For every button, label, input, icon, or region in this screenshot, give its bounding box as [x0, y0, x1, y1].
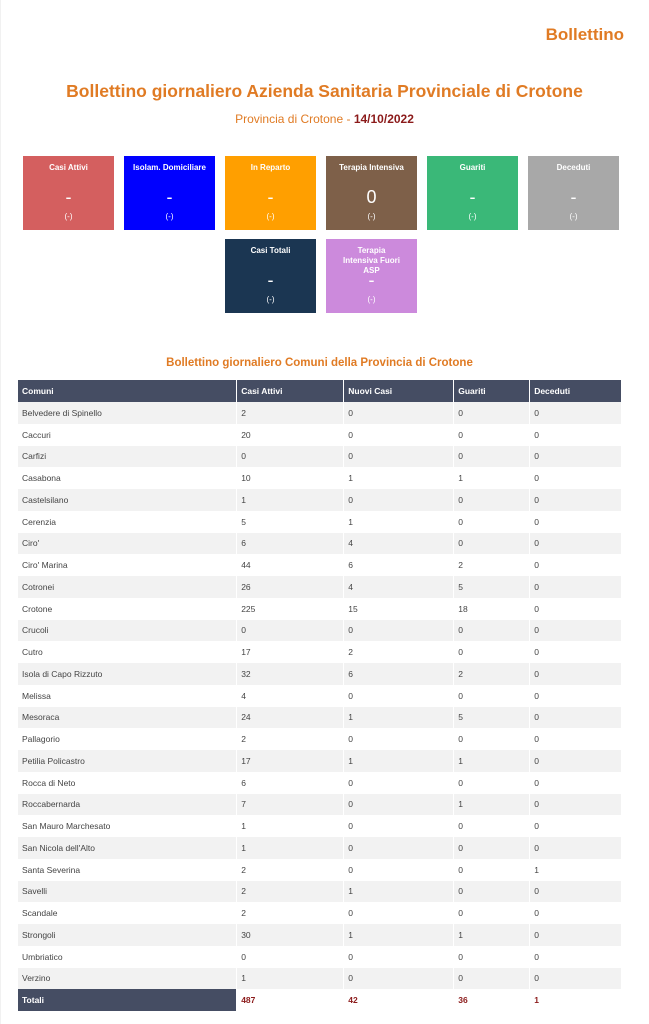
table-cell: 0 — [530, 424, 621, 446]
table-cell: 0 — [530, 554, 621, 576]
comuni-table — [17, 380, 622, 1011]
table-cell: 0 — [344, 946, 453, 968]
total-cell: 487 — [237, 989, 343, 1011]
table-cell: 0 — [530, 707, 621, 729]
table-row — [18, 968, 621, 990]
table-cell: 0 — [530, 685, 621, 707]
totals-row — [18, 989, 621, 1011]
comune-name-cell: Cutro — [18, 641, 236, 663]
table-cell: 2 — [454, 554, 529, 576]
table-cell: 0 — [454, 859, 529, 881]
table-cell: 0 — [344, 772, 453, 794]
page-subtitle — [0, 112, 649, 126]
table-row — [18, 815, 621, 837]
table-cell: 0 — [530, 620, 621, 642]
table-cell: 0 — [530, 837, 621, 859]
table-row — [18, 794, 621, 816]
tile-value: - — [469, 187, 476, 207]
table-cell: 6 — [237, 772, 343, 794]
comune-name-cell: Isola di Capo Rizzuto — [18, 663, 236, 685]
table-cell: 0 — [530, 641, 621, 663]
table-cell: 0 — [530, 750, 621, 772]
tile-delta: (-) — [367, 295, 376, 304]
table-cell: 0 — [344, 402, 453, 424]
table-cell: 0 — [344, 794, 453, 816]
table-cell: 1 — [344, 511, 453, 533]
page-title: Bollettino giornaliero Azienda Sanitaria Provinciale di Crotone — [66, 81, 583, 101]
table-cell: 0 — [530, 881, 621, 903]
table-cell: 0 — [530, 489, 621, 511]
table-cell: 0 — [530, 511, 621, 533]
comune-name-cell: Crotone — [18, 598, 236, 620]
tile-value: - — [267, 270, 274, 290]
tile-label: Deceduti — [556, 163, 591, 172]
table-cell: 4 — [237, 685, 343, 707]
tile-isolamento-domiciliare — [124, 156, 215, 230]
table-row — [18, 511, 621, 533]
tile-label: In Reparto — [250, 163, 291, 172]
table-cell: 2 — [454, 663, 529, 685]
comune-name-cell: San Mauro Marchesato — [18, 815, 236, 837]
table-cell: 1 — [454, 467, 529, 489]
table-cell: 0 — [454, 489, 529, 511]
table-body — [18, 402, 621, 1011]
table-cell: 0 — [530, 576, 621, 598]
table-row — [18, 424, 621, 446]
table-cell: 0 — [454, 402, 529, 424]
tile-value: 0 — [366, 187, 377, 207]
comune-name-cell: Cotronei — [18, 576, 236, 598]
table-row — [18, 924, 621, 946]
comune-name-cell: Petilia Policastro — [18, 750, 236, 772]
table-cell: 0 — [454, 946, 529, 968]
comune-name-cell: Caccuri — [18, 424, 236, 446]
table-row — [18, 685, 621, 707]
table-cell: 0 — [344, 902, 453, 924]
table-row — [18, 707, 621, 729]
tile-casi-totali — [225, 239, 316, 313]
comune-name-cell: Carfizi — [18, 446, 236, 468]
table-row — [18, 576, 621, 598]
table-cell: 1 — [344, 924, 453, 946]
tile-delta: (-) — [165, 212, 174, 221]
table-cell: 2 — [237, 402, 343, 424]
tile-delta: (-) — [468, 212, 477, 221]
table-cell: 0 — [237, 446, 343, 468]
tile-value: - — [368, 270, 375, 290]
tile-value: - — [267, 187, 274, 207]
table-cell: 0 — [454, 511, 529, 533]
table-cell: 1 — [530, 859, 621, 881]
table-cell: 0 — [530, 794, 621, 816]
table-cell: 0 — [454, 424, 529, 446]
table-cell: 4 — [344, 576, 453, 598]
table-cell: 6 — [237, 533, 343, 555]
tile-value: - — [166, 187, 173, 207]
comune-name-cell: Melissa — [18, 685, 236, 707]
table-cell: 0 — [237, 620, 343, 642]
table-cell: 1 — [454, 750, 529, 772]
tile-delta: (-) — [266, 212, 275, 221]
totals-label: Totali — [18, 989, 236, 1011]
tile-delta: (-) — [64, 212, 73, 221]
table-cell: 0 — [454, 620, 529, 642]
table-cell: 0 — [454, 968, 529, 990]
tile-deceduti — [528, 156, 619, 230]
table-cell: 0 — [454, 446, 529, 468]
comune-name-cell: San Nicola dell'Alto — [18, 837, 236, 859]
table-cell: 0 — [344, 620, 453, 642]
comune-name-cell: Verzino — [18, 968, 236, 990]
comune-name-cell: Santa Severina — [18, 859, 236, 881]
table-cell: 1 — [237, 489, 343, 511]
table-cell: 0 — [530, 815, 621, 837]
table-cell: 2 — [237, 902, 343, 924]
table-cell: 5 — [237, 511, 343, 533]
table-cell: 0 — [454, 815, 529, 837]
comune-name-cell: Rocca di Neto — [18, 772, 236, 794]
table-cell: 0 — [454, 533, 529, 555]
table-cell: 6 — [344, 663, 453, 685]
table-cell: 10 — [237, 467, 343, 489]
table-cell: 0 — [344, 424, 453, 446]
comune-name-cell: Scandale — [18, 902, 236, 924]
table-cell: 2 — [237, 859, 343, 881]
table-cell: 0 — [344, 685, 453, 707]
table-cell: 0 — [454, 881, 529, 903]
tile-label: Casi Totali — [250, 246, 291, 255]
table-cell: 0 — [344, 815, 453, 837]
table-cell: 17 — [237, 750, 343, 772]
table-cell: 0 — [530, 533, 621, 555]
comune-name-cell: Savelli — [18, 881, 236, 903]
comune-name-cell: Mesoraca — [18, 707, 236, 729]
table-cell: 0 — [530, 902, 621, 924]
table-cell: 6 — [344, 554, 453, 576]
table-row — [18, 772, 621, 794]
table-cell: 26 — [237, 576, 343, 598]
comune-name-cell: Pallagorio — [18, 728, 236, 750]
table-row — [18, 533, 621, 555]
table-row — [18, 641, 621, 663]
total-cell: 1 — [530, 989, 621, 1011]
table-row — [18, 620, 621, 642]
table-cell: 0 — [344, 837, 453, 859]
table-cell: 0 — [530, 924, 621, 946]
table-cell: 0 — [454, 902, 529, 924]
table-cell: 0 — [237, 946, 343, 968]
table-row — [18, 598, 621, 620]
tile-delta: (-) — [266, 295, 275, 304]
table-cell: 0 — [454, 837, 529, 859]
table-cell: 1 — [344, 467, 453, 489]
tile-delta: (-) — [569, 212, 578, 221]
table-cell: 20 — [237, 424, 343, 446]
column-header: Nuovi Casi — [344, 380, 453, 402]
table-cell: 5 — [454, 576, 529, 598]
table-cell: 15 — [344, 598, 453, 620]
table-cell: 0 — [530, 598, 621, 620]
tile-terapia-intensiva — [326, 156, 417, 230]
report-date: 14/10/2022 — [353, 112, 414, 126]
table-cell: 0 — [454, 685, 529, 707]
table-cell: 0 — [454, 728, 529, 750]
table-cell: 0 — [530, 402, 621, 424]
tile-delta: (-) — [367, 212, 376, 221]
tile-label: Guariti — [459, 163, 486, 172]
comune-name-cell: Crucoli — [18, 620, 236, 642]
table-row — [18, 663, 621, 685]
table-row — [18, 750, 621, 772]
table-row — [18, 728, 621, 750]
table-row — [18, 446, 621, 468]
table-cell: 0 — [530, 772, 621, 794]
column-header: Comuni — [18, 380, 236, 402]
comune-name-cell: Castelsilano — [18, 489, 236, 511]
total-cell: 42 — [344, 989, 453, 1011]
tile-label: Isolam. Domiciliare — [133, 163, 206, 172]
tile-label: Terapia Intensiva — [339, 163, 404, 172]
page-left-border — [0, 0, 1, 1024]
table-cell: 0 — [530, 467, 621, 489]
table-cell: 0 — [530, 446, 621, 468]
comune-name-cell: Ciro' — [18, 533, 236, 555]
table-cell: 0 — [454, 641, 529, 663]
table-cell: 1 — [454, 794, 529, 816]
table-cell: 2 — [237, 881, 343, 903]
tile-label: Casi Attivi — [49, 163, 88, 172]
table-row — [18, 837, 621, 859]
comune-name-cell: Roccabernarda — [18, 794, 236, 816]
column-header: Casi Attivi — [237, 380, 343, 402]
table-row — [18, 467, 621, 489]
table-cell: 30 — [237, 924, 343, 946]
table-cell: 225 — [237, 598, 343, 620]
tile-in-reparto — [225, 156, 316, 230]
table-cell: 0 — [344, 446, 453, 468]
section-title: Bollettino giornaliero Comuni della Provincia di Crotone — [166, 357, 473, 369]
table-cell: 32 — [237, 663, 343, 685]
table-cell: 5 — [454, 707, 529, 729]
table-cell: 0 — [454, 772, 529, 794]
table-cell: 0 — [530, 946, 621, 968]
table-cell: 1 — [237, 968, 343, 990]
table-cell: 18 — [454, 598, 529, 620]
tile-guariti — [427, 156, 518, 230]
table-cell: 24 — [237, 707, 343, 729]
comune-name-cell: Strongoli — [18, 924, 236, 946]
table-cell: 1 — [344, 750, 453, 772]
column-header: Deceduti — [530, 380, 621, 402]
tile-value: - — [570, 187, 577, 207]
province-label: Provincia di Crotone - — [235, 112, 351, 126]
table-cell: 1 — [344, 707, 453, 729]
table-row — [18, 902, 621, 924]
table-cell: 0 — [344, 859, 453, 881]
table-cell: 4 — [344, 533, 453, 555]
table-cell: 17 — [237, 641, 343, 663]
table-cell: 1 — [454, 924, 529, 946]
table-cell: 0 — [530, 663, 621, 685]
table-cell: 1 — [237, 815, 343, 837]
table-cell: 0 — [344, 489, 453, 511]
comune-name-cell: Umbriatico — [18, 946, 236, 968]
table-cell: 7 — [237, 794, 343, 816]
comune-name-cell: Belvedere di Spinello — [18, 402, 236, 424]
table-cell: 0 — [344, 728, 453, 750]
table-cell: 0 — [530, 968, 621, 990]
table-cell: 0 — [530, 728, 621, 750]
comune-name-cell: Casabona — [18, 467, 236, 489]
table-row — [18, 859, 621, 881]
column-header: Guariti — [454, 380, 529, 402]
table-cell: 44 — [237, 554, 343, 576]
table-row — [18, 946, 621, 968]
tile-label: Terapia Intensiva Fuori ASP — [343, 246, 400, 275]
comune-name-cell: Ciro' Marina — [18, 554, 236, 576]
table-header-row — [18, 380, 621, 402]
table-row — [18, 402, 621, 424]
table-cell: 1 — [237, 837, 343, 859]
table-row — [18, 881, 621, 903]
table-cell: 2 — [344, 641, 453, 663]
table-cell: 1 — [344, 881, 453, 903]
total-cell: 36 — [454, 989, 529, 1011]
tile-value: - — [65, 187, 72, 207]
table-cell: 0 — [344, 968, 453, 990]
brand-link[interactable]: Bollettino — [545, 25, 624, 44]
tile-casi-attivi — [23, 156, 114, 230]
table-cell: 2 — [237, 728, 343, 750]
table-row — [18, 489, 621, 511]
comune-name-cell: Cerenzia — [18, 511, 236, 533]
tile-terapia-intensiva-fuori-asp — [326, 239, 417, 313]
table-row — [18, 554, 621, 576]
